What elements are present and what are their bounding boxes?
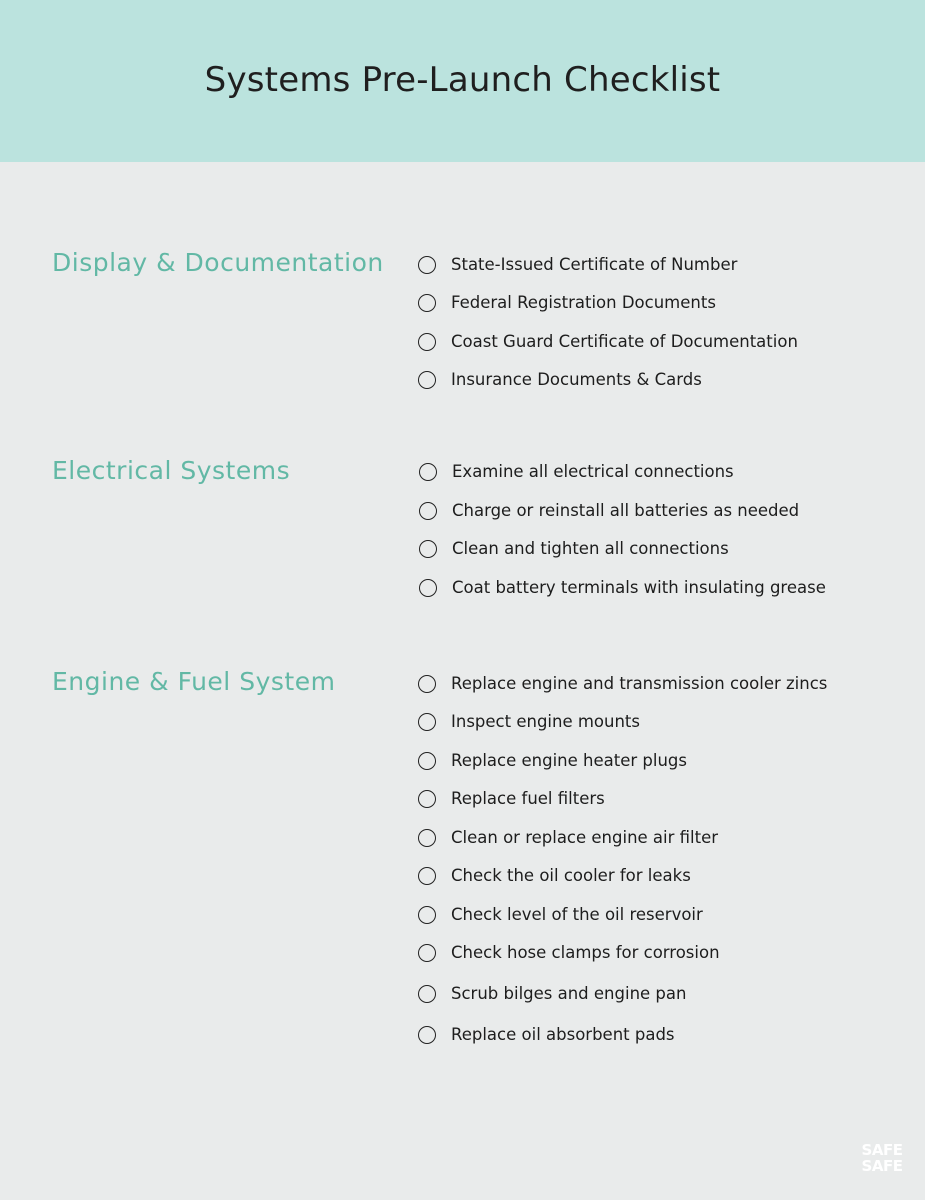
checkbox-circle[interactable] (418, 333, 436, 351)
checkbox-circle[interactable] (418, 713, 436, 731)
checklist-item-label: Coat battery terminals with insulating grease (452, 578, 826, 597)
checklist-item-label: Check level of the oil reservoir (451, 905, 703, 924)
checkbox-circle[interactable] (418, 675, 436, 693)
page-title: Systems Pre-Launch Checklist (204, 60, 721, 100)
checkbox-circle[interactable] (418, 867, 436, 885)
checklist-item-label: Replace fuel filters (451, 789, 605, 808)
logo-line: SAFE (861, 1157, 903, 1175)
checkbox-circle[interactable] (418, 256, 436, 274)
checklist-item-label: Check the oil cooler for leaks (451, 866, 691, 885)
checklist-item-label: Insurance Documents & Cards (451, 370, 702, 389)
section-title-electrical-systems: Electrical Systems (52, 456, 291, 485)
checklist-item-label: State-Issued Certificate of Number (451, 255, 738, 274)
checkbox-circle[interactable] (418, 790, 436, 808)
brand-logo (853, 1142, 911, 1188)
checkbox-circle[interactable] (419, 502, 437, 520)
checkbox-circle[interactable] (418, 906, 436, 924)
checkbox-circle[interactable] (418, 985, 436, 1003)
section-title-engine-fuel-system: Engine & Fuel System (52, 667, 336, 696)
checklist-item-label: Federal Registration Documents (451, 293, 716, 312)
checkbox-circle[interactable] (419, 540, 437, 558)
checkbox-circle[interactable] (418, 294, 436, 312)
section-title-display-documentation: Display & Documentation (52, 248, 384, 277)
checkbox-circle[interactable] (418, 1026, 436, 1044)
checklist-item-label: Clean or replace engine air filter (451, 828, 719, 847)
checkbox-circle[interactable] (418, 752, 436, 770)
checklist-item-label: Replace engine heater plugs (451, 751, 687, 770)
checkbox-circle[interactable] (419, 463, 437, 481)
checklist-item-label: Scrub bilges and engine pan (451, 984, 687, 1003)
logo-line: SAFE (861, 1141, 903, 1159)
checklist-item-label: Inspect engine mounts (451, 712, 641, 731)
checklist-item-label: Charge or reinstall all batteries as needed (452, 501, 800, 520)
checklist-item-label: Coast Guard Certificate of Documentation (451, 332, 798, 351)
checkbox-circle[interactable] (418, 944, 436, 962)
checklist-item-label: Clean and tighten all connections (452, 539, 729, 558)
checkbox-circle[interactable] (418, 829, 436, 847)
checklist-item-label: Examine all electrical connections (452, 462, 734, 481)
checklist-item-label: Replace engine and transmission cooler zincs (451, 674, 828, 693)
checklist-item-label: Replace oil absorbent pads (451, 1025, 675, 1044)
checklist-item-label: Check hose clamps for corrosion (451, 943, 720, 962)
checkbox-circle[interactable] (418, 371, 436, 389)
checkbox-circle[interactable] (419, 579, 437, 597)
